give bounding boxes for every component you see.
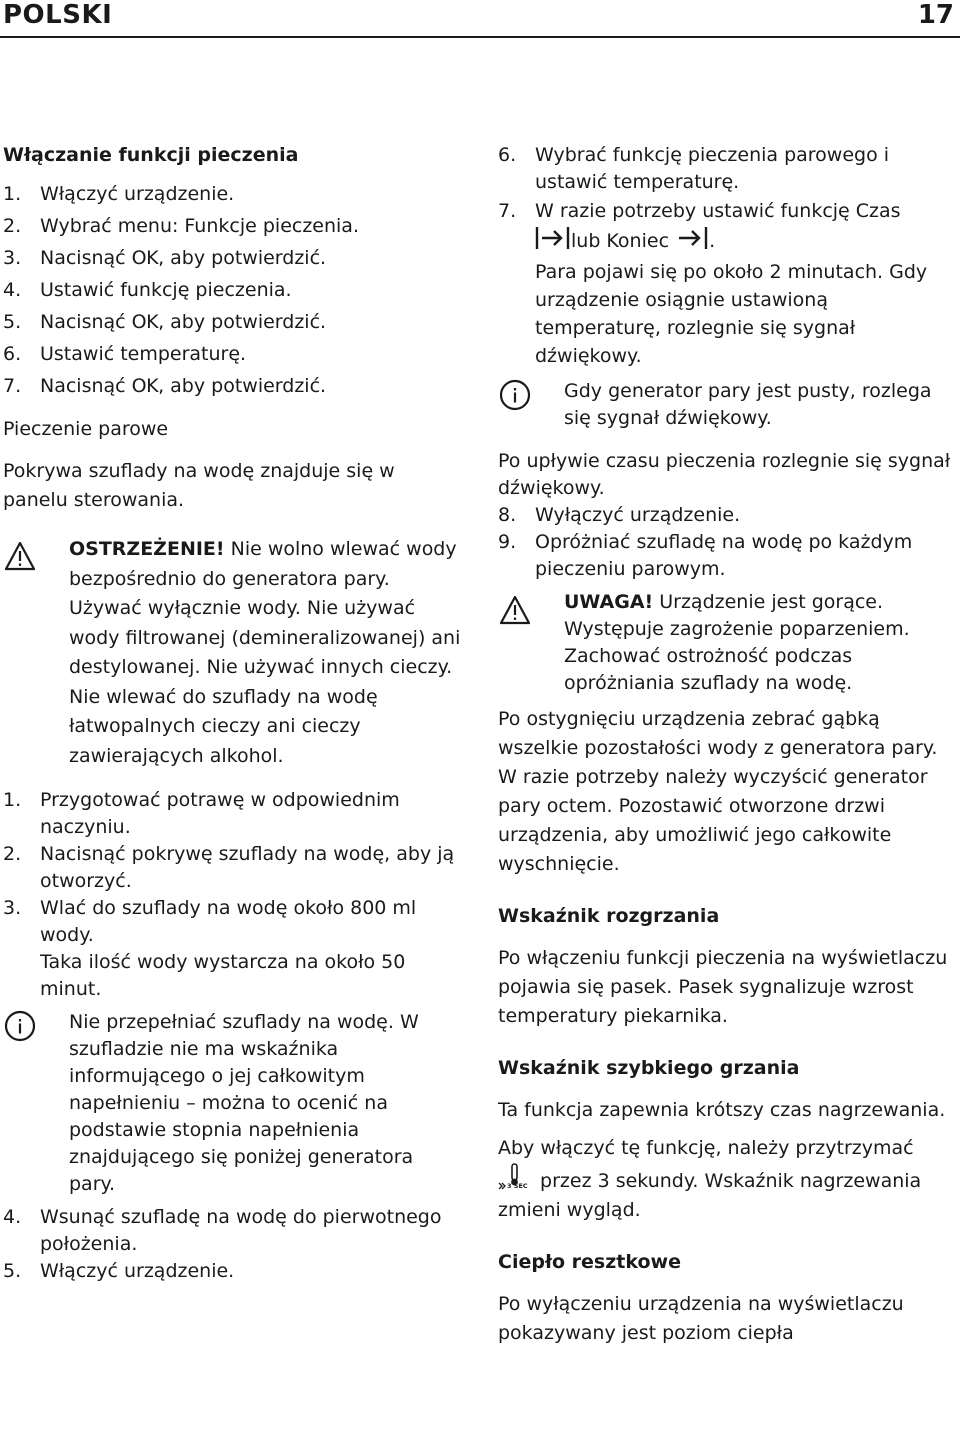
page-number: 17 bbox=[917, 0, 954, 30]
right-column bbox=[498, 142, 956, 1348]
steps-list-a bbox=[3, 178, 465, 402]
ok-symbol: OK bbox=[131, 247, 159, 269]
warning-triangle-icon bbox=[498, 593, 532, 627]
info-note-right bbox=[498, 378, 956, 432]
warning-note bbox=[3, 535, 465, 771]
duration-arrow-icon bbox=[535, 225, 571, 251]
fast-heat-text-1: Ta funkcja zapewnia krótszy czas nagrzewania. bbox=[498, 1099, 946, 1121]
warning-text: Nie wolno wlewać wody bezpośrednio do generatora pary. Używać wyłącznie wody. Nie używać wody filtrowanej (demineralizowanej) ani destylowanej. Nie używać innych cieczy. Nie wlewać do szuflady na wodę łatwopalnych cieczy ani cieczy zawierających alkohol. bbox=[69, 538, 461, 767]
heatup-title: Wskaźnik rozgrzania bbox=[498, 905, 720, 927]
ok-symbol: OK bbox=[131, 375, 159, 397]
info-icon bbox=[3, 1009, 37, 1043]
subsection-title: Pieczenie parowe bbox=[3, 418, 169, 440]
list-item: 1. Włączyć urządzenie. bbox=[3, 183, 235, 205]
intro-text: Pokrywa szuflady na wodę znajduje się w panelu sterowania. bbox=[3, 460, 395, 511]
ok-symbol: OK bbox=[131, 311, 159, 333]
fast-heat-icon: 3 SEC bbox=[498, 1163, 534, 1191]
residual-heat-title: Ciepło resztkowe bbox=[498, 1251, 681, 1273]
steps-list-right bbox=[498, 142, 956, 370]
end-arrow-icon bbox=[675, 225, 709, 251]
list-item: 9. Opróżniać szufladę na wodę po każdym pieczeniu parowym. bbox=[498, 531, 913, 580]
list-item: 4. Ustawić funkcję pieczenia. bbox=[3, 279, 292, 301]
list-item: 6. Wybrać funkcję pieczenia parowego i ustawić temperaturę. bbox=[498, 144, 890, 193]
list-item: 4. Wsunąć szufladę na wodę do pierwotnego położenia. bbox=[3, 1206, 442, 1255]
list-item: 6. Ustawić temperaturę. bbox=[3, 343, 247, 365]
language-label: POLSKI bbox=[3, 0, 113, 30]
cooling-text: Po ostygnięciu urządzenia zebrać gąbką wszelkie pozostałości wody z generatora pary. W razie potrzeby należy wyczyścić generator pary octem. Pozostawić otworzone drzwi urządzenia, aby umożliwić jego całkowite wyschnięcie. bbox=[498, 708, 938, 875]
list-item: 8. Wyłączyć urządzenie. bbox=[498, 504, 741, 526]
info-icon bbox=[498, 378, 532, 412]
info-text: Gdy generator pary jest pusty, rozlega się sygnał dźwiękowy. bbox=[564, 380, 932, 429]
fast-heat-text-2: Aby włączyć tę funkcję, należy przytrzymać 3 SEC przez 3 sekundy. Wskaźnik nagrzewania zmieni wygląd. bbox=[498, 1137, 922, 1221]
heatup-text: Po włączeniu funkcji pieczenia na wyświetlaczu pojawia się pasek. Pasek sygnalizuje wzrost temperatury piekarnika. bbox=[498, 947, 948, 1027]
warning-label: OSTRZEŻENIE! bbox=[69, 538, 225, 560]
list-item: 3. Wlać do szuflady na wodę około 800 ml wody. Taka ilość wody wystarcza na około 50 minut. bbox=[3, 897, 417, 1000]
page-header bbox=[0, 0, 960, 38]
caution-note bbox=[498, 589, 956, 697]
section-title: Włączanie funkcji pieczenia bbox=[3, 144, 299, 166]
caution-label: UWAGA! bbox=[564, 591, 654, 613]
list-item: 7. W razie potrzeby ustawić funkcję Czas lub Koniec . Para pojawi się po około 2 minutach. Gdy urządzenie osiągnie ustawioną temperaturę, rozlegnie się sygnał dźwiękowy. bbox=[498, 200, 928, 367]
list-item: 1. Przygotować potrawę w odpowiednim naczyniu. bbox=[3, 789, 400, 838]
steps-list-c bbox=[3, 1204, 465, 1285]
fast-heat-title: Wskaźnik szybkiego grzania bbox=[498, 1057, 800, 1079]
steps-list-b bbox=[3, 787, 465, 1003]
warning-triangle-icon bbox=[3, 539, 37, 573]
after-time-text: Po upływie czasu pieczenia rozlegnie się sygnał dźwiękowy. bbox=[498, 450, 951, 499]
info-note bbox=[3, 1009, 465, 1198]
list-item: 2. Nacisnąć pokrywę szuflady na wodę, aby ją otworzyć. bbox=[3, 843, 455, 892]
caution-text: Urządzenie jest gorące. Występuje zagrożenie poparzeniem. Zachować ostrożność podczas opróżniania szuflady na wodę. bbox=[564, 591, 910, 694]
left-column bbox=[3, 142, 465, 1285]
list-item: 5. Włączyć urządzenie. bbox=[3, 1260, 235, 1282]
list-item: 2. Wybrać menu: Funkcje pieczenia. bbox=[3, 215, 359, 237]
residual-heat-text: Po wyłączeniu urządzenia na wyświetlaczu pokazywany jest poziom ciepła bbox=[498, 1293, 904, 1344]
list-item: 3. Nacisnąć OK, aby potwierdzić. bbox=[3, 247, 327, 269]
list-item: 7. Nacisnąć OK, aby potwierdzić. bbox=[3, 375, 327, 397]
info-text: Nie przepełniać szuflady na wodę. W szufladzie nie ma wskaźnika informującego o jej całkowitym napełnieniu – można to ocenić na podstawie stopnia napełnienia znajdującego się poniżej generatora pary. bbox=[69, 1011, 419, 1195]
steps-list-d bbox=[498, 502, 956, 583]
list-item: 5. Nacisnąć OK, aby potwierdzić. bbox=[3, 311, 327, 333]
